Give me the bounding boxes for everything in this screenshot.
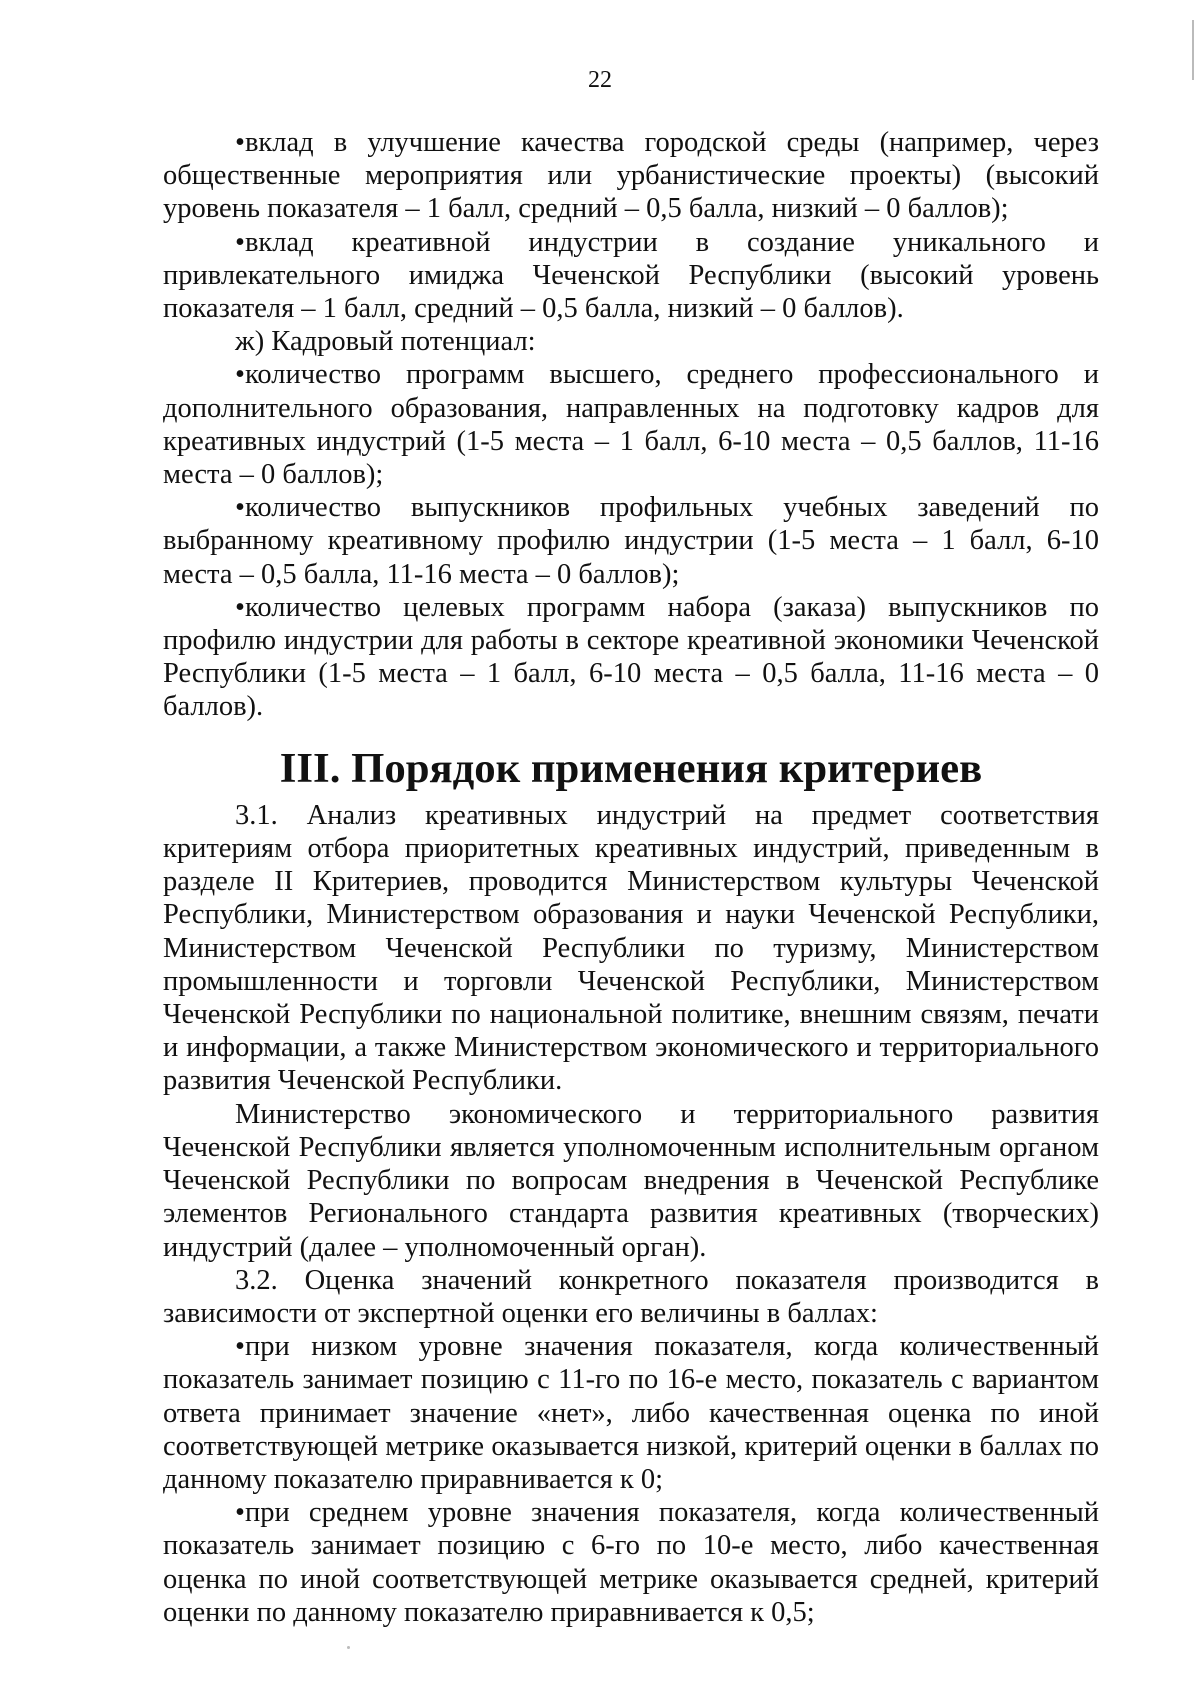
paragraph-target-programs: •количество целевых программ набора (заказа) выпускников по профилю индустрии для работы в секторе креативной экономики Чеченской Республики (1-5 места – 1 балл, 6-10 места – 0,5 балла, 11-16 места – 0 баллов).: [163, 591, 1099, 723]
document-body: [163, 126, 1099, 1629]
paragraph-education-programs: •количество программ высшего, среднего профессионального и дополнительного образования, направленных на подготовку кадров для креативных индустрий (1-5 места – 1 балл, 6-10 места – 0,5 баллов, 11-16 места – 0 баллов);: [163, 359, 1099, 491]
paragraph-authorized-body: Министерство экономического и территориального развития Чеченской Республики является уполномоченным исполнительным органом Чеченской Республики по вопросам внедрения в Чеченской Республике элементов Регионального стандарта развития креативных (творческих) индустрий (далее – уполномоченный орган).: [163, 1098, 1099, 1263]
scan-dot: [347, 1646, 350, 1649]
scan-edge-mark: [1192, 20, 1194, 80]
paragraph-graduates: •количество выпускников профильных учебных заведений по выбранному креативному профилю индустрии (1-5 места – 1 балл, 6-10 места – 0,5 балла, 11-16 места – 0 баллов);: [163, 492, 1099, 590]
section-heading: III. Порядок применения критериев: [279, 744, 983, 792]
paragraph-3-1: 3.1. Анализ креативных индустрий на предмет соответствия критериям отбора приоритетных креативных индустрий, приведенным в разделе II Критериев, проводится Министерством культуры Чеченской Республики, Министерством образования и науки Чеченской Республики, Министерством Чеченской Республики по туризму, Министерством промышленности и торговли Чеченской Республики, Министерством Чеченской Республики по национальной политике, внешним связям, печати и информации, а также Министерством экономического и территориального развития Чеченской Республики.: [163, 799, 1099, 1097]
paragraph-image-contribution: •вклад креативной индустрии в создание уникального и привлекательного имиджа Чеченской Республики (высокий уровень показателя – 1 балл, средний – 0,5 балла, низкий – 0 баллов).: [163, 226, 1099, 325]
paragraph-low-level: •при низком уровне значения показателя, когда количественный показатель занимает позицию с 11-го по 16-е место, показатель с вариантом ответа принимает значение «нет», либо качественная оценка по иной соответствующей метрике оказывается низкой, критерий оценки в баллах по данному показателю приравнивается к 0;: [163, 1331, 1099, 1495]
paragraph-3-2: 3.2. Оценка значений конкретного показателя производится в зависимости от экспертной оценки его величины в баллах:: [163, 1264, 1099, 1329]
subsection-heading-personnel: ж) Кадровый потенциал:: [235, 326, 536, 358]
paragraph-urban-environment: •вклад в улучшение качества городской среды (например, через общественные мероприятия или урбанистические проекты) (высокий уровень показателя – 1 балл, средний – 0,5 балла, низкий – 0 баллов);: [163, 127, 1099, 225]
paragraph-medium-level: •при среднем уровне значения показателя, когда количественный показатель занимает позицию с 6-го по 10-е место, либо качественная оценка по иной соответствующей метрике оказывается средней, критерий оценки по данному показателю приравнивается к 0,5;: [163, 1497, 1099, 1628]
page-number: 22: [588, 67, 612, 93]
